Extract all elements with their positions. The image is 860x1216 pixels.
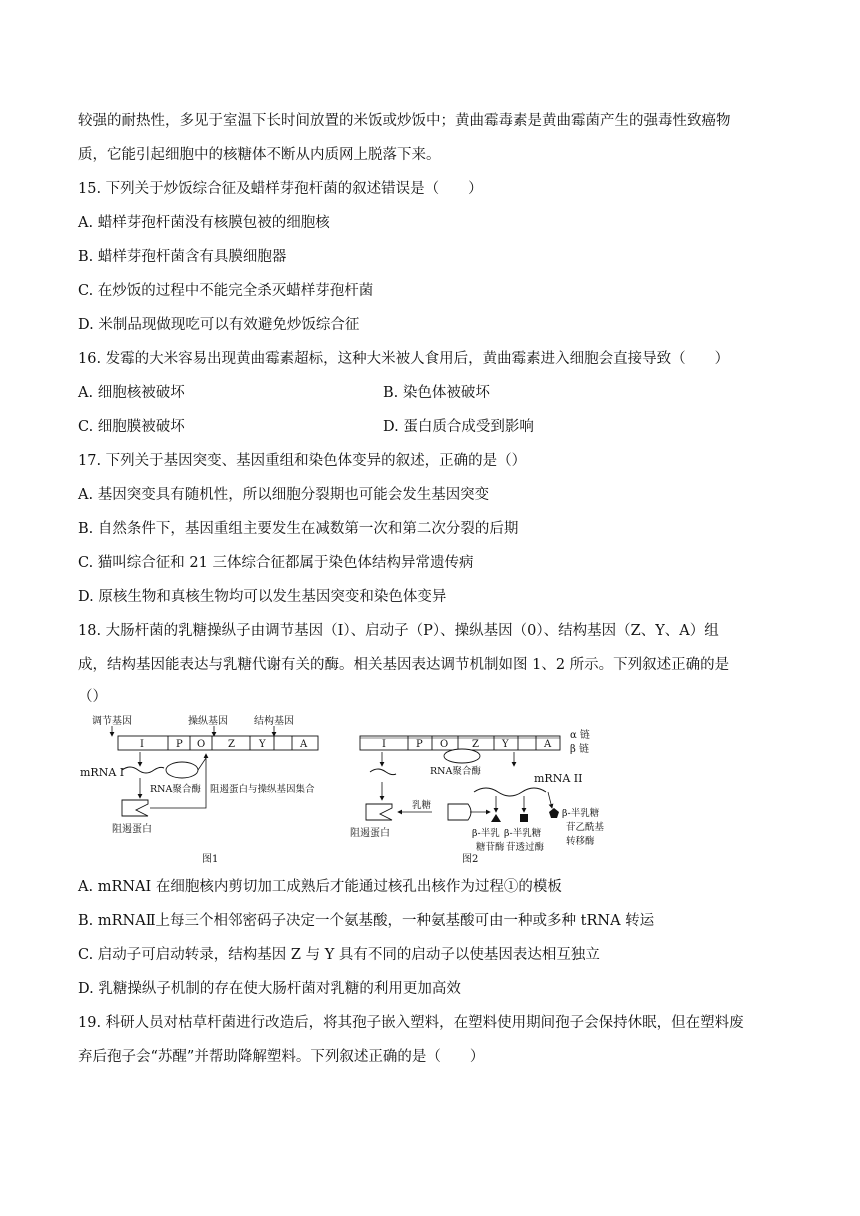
- fig1-gene-z: Z: [228, 739, 235, 750]
- q18-option-b: B. mRNAⅡ上每三个相邻密码子决定一个氨基酸，一种氨基酸可由一种或多种 tRNA 转运: [78, 913, 655, 929]
- fig1-gene-bar: [118, 736, 318, 750]
- q15-option-a: A. 蜡样芽孢杆菌没有核膜包被的细胞核: [78, 215, 330, 231]
- q18-stem-3: （）: [78, 689, 107, 705]
- fig2-enzyme3-line1: β-半乳糖: [562, 808, 600, 819]
- fig2-enzyme1-line2: 糖苷酶: [476, 842, 505, 853]
- fig1-caption: 图1: [202, 854, 219, 865]
- fig1-gene-p: P: [176, 739, 183, 750]
- q17-option-b: B. 自然条件下，基因重组主要发生在减数第一次和第二次分裂的后期: [78, 521, 519, 537]
- q16-option-d: D. 蛋白质合成受到影响: [383, 419, 534, 435]
- intro-line-2: 质，它能引起细胞中的核糖体不断从内质网上脱落下来。: [78, 147, 441, 163]
- q17-option-a: A. 基因突变具有随机性，所以细胞分裂期也可能会发生基因突变: [78, 487, 490, 503]
- fig2-mrna-label: mRNA II: [534, 772, 583, 785]
- fig2-enzyme1-line1: β-半乳: [472, 828, 500, 839]
- q16-option-a: A. 细胞核被破坏: [78, 385, 185, 401]
- fig1-label-regulator: 调节基因: [92, 716, 132, 727]
- q16-stem: 16. 发霉的大米容易出现黄曲霉素超标，这种大米被人食用后，黄曲霉素进入细胞会直接导致（ ）: [78, 351, 730, 367]
- fig1-polymerase-shape: [166, 762, 198, 778]
- fig2-enzyme2-shape: [520, 814, 528, 822]
- q19-stem-2: 弃后孢子会“苏醒”并帮助降解塑料。下列叙述正确的是（ ）: [78, 1049, 485, 1065]
- q15-stem: 15. 下列关于炒饭综合征及蜡样芽孢杆菌的叙述错误是（ ）: [78, 181, 483, 197]
- fig1-mrna-label: mRNA I: [80, 766, 125, 779]
- fig1-repressor-shape: [122, 800, 148, 816]
- fig2-polymerase-label: RNA聚合酶: [430, 766, 481, 777]
- lac-operon-diagram: [78, 712, 638, 872]
- fig2-gene-p: P: [416, 739, 423, 750]
- fig1-label-operator: 操纵基因: [188, 716, 228, 727]
- fig2-gene-a: A: [544, 739, 552, 750]
- q18-option-d: D. 乳糖操纵子机制的存在使大肠杆菌对乳糖的利用更加高效: [78, 981, 461, 997]
- fig2-polymerase-shape: [444, 749, 480, 763]
- fig2-gene-o: O: [440, 739, 449, 750]
- q17-option-d: D. 原核生物和真核生物均可以发生基因突变和染色体变异: [78, 589, 447, 605]
- fig2-enzyme3-line3: 转移酶: [566, 836, 595, 847]
- fig2-enzyme3-shape: [549, 808, 559, 818]
- fig2-enzyme1-shape: [491, 814, 501, 822]
- fig1-gene-a: A: [300, 739, 308, 750]
- q15-option-b: B. 蜡样芽孢杆菌含有具膜细胞器: [78, 249, 287, 265]
- fig1-gene-y: Y: [259, 739, 266, 750]
- q18-option-c: C. 启动子可启动转录，结构基因 Z 与 Y 具有不同的启动子以使基因表达相互独立: [78, 947, 600, 963]
- fig2-repressor-shape: [366, 804, 392, 820]
- fig1-gene-o: O: [197, 739, 206, 750]
- fig2-lactose-complex: [448, 804, 471, 820]
- fig1-label-structural: 结构基因: [254, 716, 294, 727]
- q19-stem-1: 19. 科研人员对枯草杆菌进行改造后，将其孢子嵌入塑料，在塑料使用期间孢子会保持休眠，但在塑料废: [78, 1015, 744, 1031]
- q16-option-c: C. 细胞膜被破坏: [78, 419, 185, 435]
- q15-option-c: C. 在炒饭的过程中不能完全杀灭蜡样芽孢杆菌: [78, 283, 374, 299]
- fig2-repressor-label: 阻遏蛋白: [350, 828, 390, 839]
- q17-stem: 17. 下列关于基因突变、基因重组和染色体变异的叙述，正确的是（）: [78, 453, 527, 469]
- intro-line-1: 较强的耐热性，多见于室温下长时间放置的米饭或炒饭中；黄曲霉毒素是黄曲霉菌产生的强毒性致癌物: [78, 113, 731, 129]
- q16-option-b: B. 染色体被破坏: [383, 385, 490, 401]
- fig1-repressor-label: 阻遏蛋白: [112, 824, 152, 835]
- q15-option-d: D. 米制品现做现吃可以有效避免炒饭综合征: [78, 317, 360, 333]
- fig2-gene-z: Z: [472, 739, 479, 750]
- fig2-gene-y: Y: [502, 739, 509, 750]
- q18-option-a: A. mRNAI 在细胞核内剪切加工成熟后才能通过核孔出核作为过程①的模板: [78, 879, 562, 895]
- fig2-caption: 图2: [462, 854, 479, 865]
- fig2-enzyme2-line1: β-半乳糖: [504, 828, 542, 839]
- fig1-gene-i: I: [140, 739, 144, 750]
- q18-stem-2: 成，结构基因能表达与乳糖代谢有关的酶。相关基因表达调节机制如图 1、2 所示。下列叙述正确的是: [78, 657, 730, 673]
- q18-stem-1: 18. 大肠杆菌的乳糖操纵子由调节基因（I）、启动子（P）、操纵基因（0）、结构基因（Z、Y、A）组: [78, 623, 719, 639]
- fig2-enzyme3-line2: 苷乙酰基: [566, 822, 605, 833]
- fig2-alpha-label: α 链: [570, 730, 590, 741]
- fig1-polymerase-label: RNA聚合酶: [150, 784, 201, 795]
- q17-option-c: C. 猫叫综合征和 21 三体综合征都属于染色体结构异常遗传病: [78, 555, 474, 571]
- fig2-enzyme2-line2: 苷透过酶: [506, 842, 545, 853]
- fig2-beta-label: β 链: [570, 744, 589, 755]
- fig2-lactose-label: 乳糖: [412, 800, 432, 811]
- figure-1: [80, 714, 318, 865]
- figure-2: [350, 728, 605, 865]
- fig2-gene-i: I: [382, 739, 386, 750]
- fig1-binding-label: 阻遏蛋白与操纵基因集合: [210, 784, 315, 795]
